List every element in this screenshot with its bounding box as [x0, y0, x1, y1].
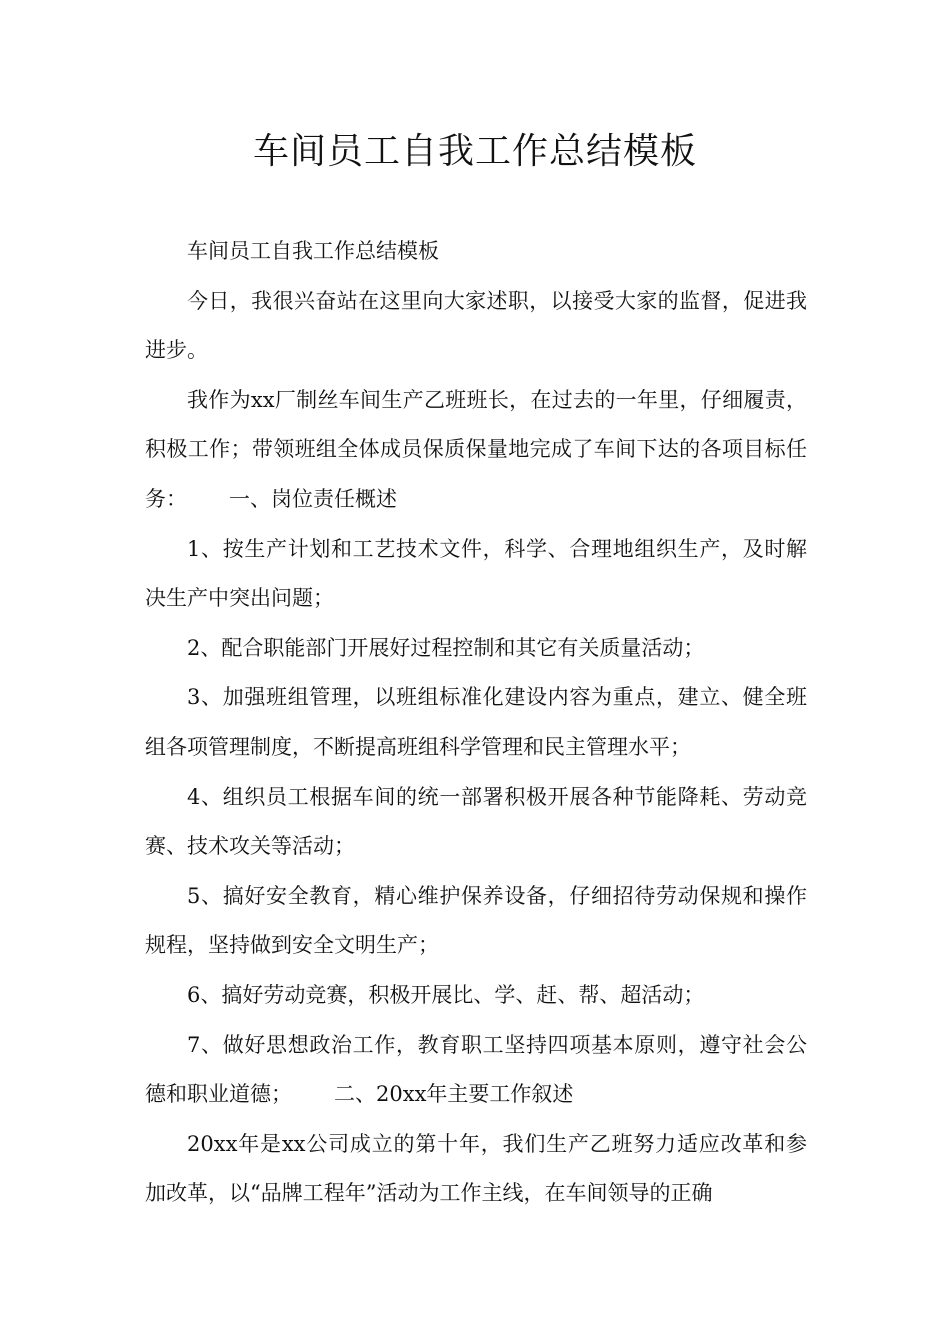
paragraph-summary: 20xx年是xx公司成立的第十年，我们生产乙班努力适应改革和参加改革，以“品牌工程年”活动为工作主线，在车间领导的正确 — [145, 1131, 807, 1206]
paragraph-role-text: 我作为xx厂制丝车间生产乙班班长，在过去的一年里，仔细履责，积极工作；带领班组全体成员保质保量地完成了车间下达的各项目标任务： — [145, 387, 807, 511]
document-body — [145, 227, 807, 1219]
paragraph-subtitle: 车间员工自我工作总结模板 — [187, 239, 439, 263]
list-item-4: 4、组织员工根据车间的统一部署积极开展各种节能降耗、劳动竞赛、技术攻关等活动； — [145, 784, 807, 859]
list-item-2: 2、配合职能部门开展好过程控制和其它有关质量活动； — [187, 635, 705, 660]
section-heading-2: 二、20xx年主要工作叙述 — [334, 1082, 574, 1107]
list-item-7-text: 7、做好思想政治工作，教育职工坚持四项基本原则，遵守社会公德和职业道德； — [145, 1032, 807, 1107]
section-heading-1: 一、岗位责任概述 — [229, 486, 397, 511]
paragraph-intro: 今日，我很兴奋站在这里向大家述职，以接受大家的监督，促进我进步。 — [145, 288, 807, 363]
page-title: 车间员工自我工作总结模板 — [252, 131, 697, 172]
list-item-5: 5、搞好安全教育，精心维护保养设备，仔细招待劳动保规和操作规程，坚持做到安全文明生产； — [145, 883, 807, 958]
list-item-3: 3、加强班组管理，以班组标准化建设内容为重点，建立、健全班组各项管理制度，不断提高班组科学管理和民主管理水平； — [145, 685, 807, 759]
list-item-1: 1、按生产计划和工艺技术文件，科学、合理地组织生产，及时解决生产中突出问题； — [145, 536, 807, 611]
paragraph-role — [145, 376, 807, 525]
list-item-7 — [145, 1021, 807, 1120]
list-item-6: 6、搞好劳动竞赛，积极开展比、学、赶、帮、超活动； — [187, 982, 705, 1007]
